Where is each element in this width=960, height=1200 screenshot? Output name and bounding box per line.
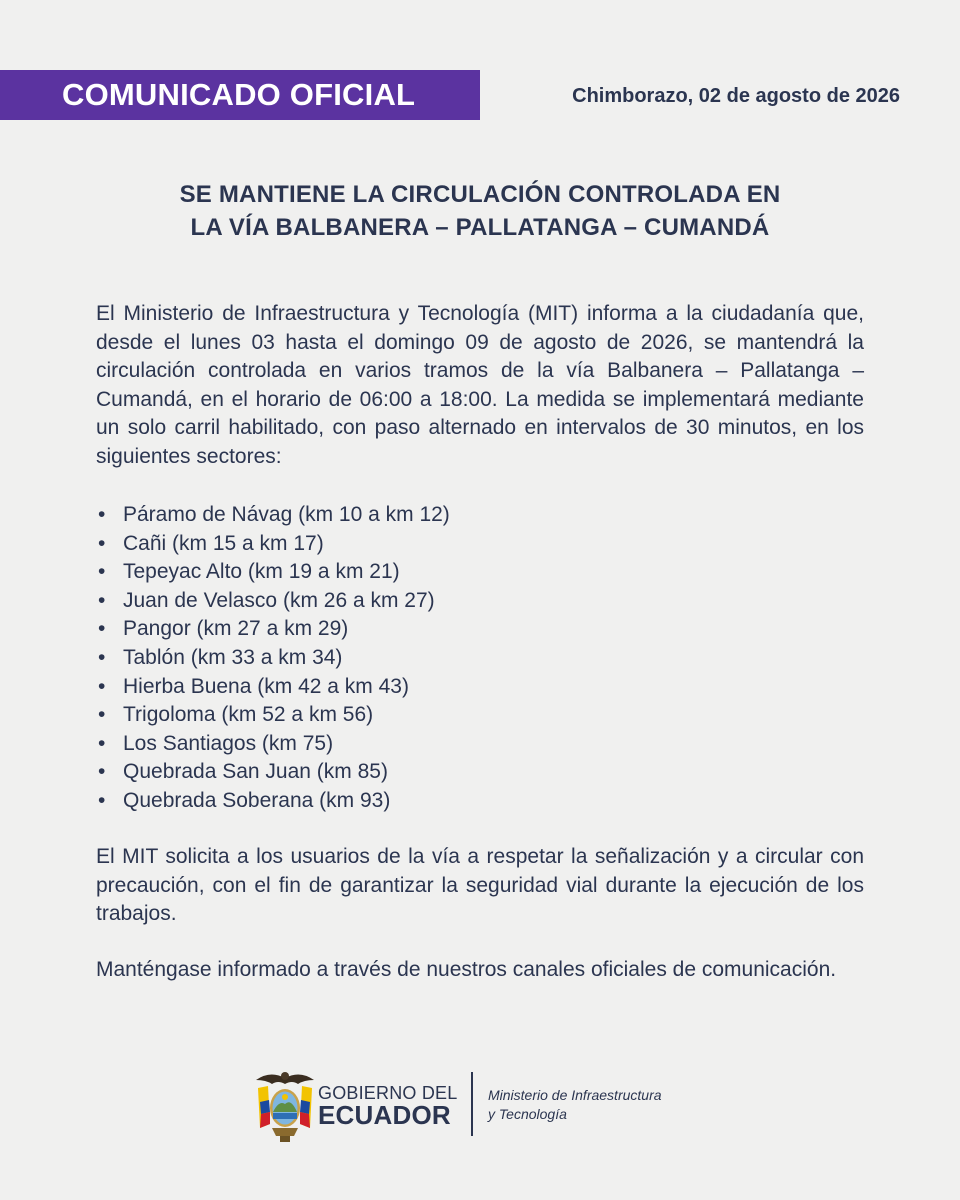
bullet-icon: • xyxy=(98,617,106,641)
headline-line-1: SE MANTIENE LA CIRCULACIÓN CONTROLADA EN xyxy=(179,181,781,208)
government-name xyxy=(318,1084,457,1128)
body-paragraph-1: El Ministerio de Infraestructura y Tecnología (MIT) informa a la ciudadanía que, desde el lunes 03 hasta el domingo 09 de agosto de 2026, se mantendrá la circulación controlada en varios tramos de la vía Balbanera – Pallatanga – Cumandá, en el horario de 06:00 a 18:00. La medida se implementará mediante un solo carril habilitado, con paso alternado en intervalos de 30 minutos, en los siguientes sectores: xyxy=(96,302,864,468)
bullet-icon: • xyxy=(98,503,106,526)
ministry-name xyxy=(488,1086,662,1124)
header-badge-label: COMUNICADO OFICIAL xyxy=(62,77,416,112)
sector-list-item: • Páramo de Návag (km 10 a km 12) xyxy=(96,501,450,530)
government-name-line-1: GOBIERNO DEL xyxy=(318,1083,458,1103)
headline-line-2: LA VÍA BALBANERA – PALLATANGA – CUMANDÁ xyxy=(190,214,770,241)
sector-list-item: • Quebrada Soberana (km 93) xyxy=(96,787,450,816)
bullet-icon: • xyxy=(98,531,106,555)
sector-list-item: • Tablón (km 33 a km 34) xyxy=(96,644,450,673)
sector-list-item: • Pangor (km 27 a km 29) xyxy=(96,615,450,644)
footer-logo xyxy=(252,1064,712,1144)
ministry-name-line-2: y Tecnología xyxy=(488,1106,567,1122)
sector-list xyxy=(96,501,450,816)
bullet-icon: • xyxy=(98,588,106,612)
sector-list-item: • Cañi (km 15 a km 17) xyxy=(96,530,450,559)
bullet-icon: • xyxy=(98,560,106,584)
ministry-name-line-1: Ministerio de Infraestructura xyxy=(488,1087,662,1103)
body-paragraph-3: Manténgase informado a través de nuestros canales oficiales de comunicación. xyxy=(96,958,837,981)
bullet-icon: • xyxy=(98,731,106,755)
body-paragraph-2: El MIT solicita a los usuarios de la vía a respetar la señalización y a circular con precaución, con el fin de garantizar la seguridad vial durante la ejecución de los trabajos. xyxy=(96,845,864,925)
sector-list-item: • Tepeyac Alto (km 19 a km 21) xyxy=(96,558,450,587)
sector-list-item: • Los Santiagos (km 75) xyxy=(96,730,450,759)
bullet-icon: • xyxy=(98,760,106,784)
footer-divider xyxy=(471,1072,473,1136)
ecuador-coat-of-arms-icon xyxy=(252,1066,318,1144)
sector-list-item: • Hierba Buena (km 42 a km 43) xyxy=(96,673,450,702)
bullet-icon: • xyxy=(98,674,106,698)
sector-list-item: • Trigoloma (km 52 a km 56) xyxy=(96,701,450,730)
government-name-line-2: ECUADOR xyxy=(318,1100,451,1130)
bullet-icon: • xyxy=(98,703,106,727)
sector-list-item: • Juan de Velasco (km 26 a km 27) xyxy=(96,587,450,616)
header-badge xyxy=(0,70,480,120)
bullet-icon: • xyxy=(98,645,106,669)
headline xyxy=(0,178,960,244)
header-date: Chimborazo, 02 de agosto de 2026 xyxy=(572,85,900,107)
sector-list-item: • Quebrada San Juan (km 85) xyxy=(96,758,450,787)
bullet-icon: • xyxy=(98,788,106,812)
